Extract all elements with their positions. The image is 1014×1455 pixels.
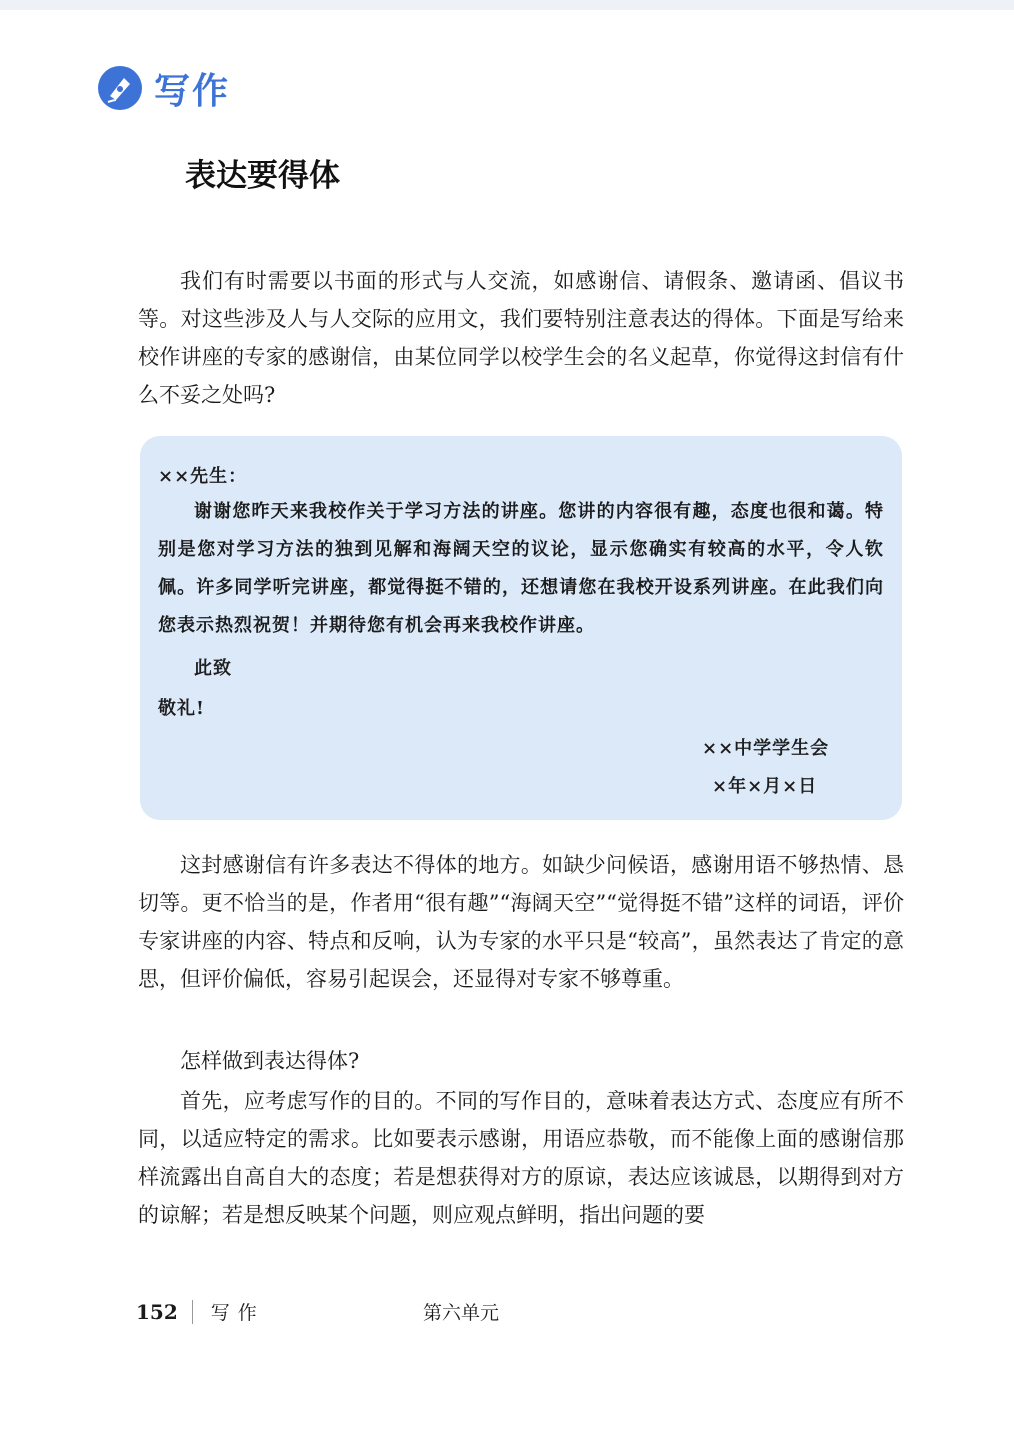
footer-divider [192, 1300, 193, 1324]
lesson-title: 表达要得体 [185, 158, 340, 194]
intro-paragraph: 我们有时需要以书面的形式与人交流，如感谢信、请假条、邀请函、倡议书等。对这些涉及人与人交际的应用文，我们要特别注意表达的得体。下面是写给来校作讲座的专家的感谢信，由某位同学以校学生会的名义起草，你觉得这封信有什么不妥之处吗? [138, 269, 904, 407]
letter-closing-line-1: 此致 [194, 658, 232, 679]
point-one-paragraph: 首先，应考虑写作的目的。不同的写作目的，意味着表达方式、态度应有所不同，以适应特定的需求。比如要表示感谢，用语应恭敬，而不能像上面的感谢信那样流露出自高自大的态度；若是想获得对方的原谅，表达应该诚恳，以期得到对方的谅解；若是想反映某个问题，则应观点鲜明，指出问题的要 [138, 1089, 904, 1227]
section-header [98, 64, 230, 112]
page-number: 152 [136, 1299, 178, 1324]
letter-date: ×年×月×日 [712, 776, 818, 797]
analysis-paragraph: 这封感谢信有许多表达不得体的地方。如缺少问候语，感谢用语不够热情、恳切等。更不恰当的是，作者用“很有趣”“海阔天空”“觉得挺不错”这样的词语，评价专家讲座的内容、特点和反响，认为专家的水平只是“较高”，虽然表达了肯定的意思，但评价偏低，容易引起误会，还显得对专家不够尊重。 [138, 853, 904, 991]
top-margin-bar [0, 0, 1014, 10]
question-paragraph: 怎样做到表达得体? [180, 1049, 360, 1073]
page-footer [136, 1298, 265, 1325]
letter-closing-line-2: 敬礼! [158, 698, 205, 719]
sample-letter-box [140, 436, 902, 820]
pen-nib-icon [98, 66, 142, 110]
footer-unit-label: 第六单元 [423, 1302, 500, 1324]
section-title: 写作 [154, 70, 231, 112]
footer-section-label: 写作 [210, 1302, 265, 1324]
letter-signature: ××中学学生会 [702, 738, 830, 759]
letter-salutation: ××先生： [158, 466, 248, 487]
letter-body: 谢谢您昨天来我校作关于学习方法的讲座。您讲的内容很有趣，态度也很和蔼。特别是您对学习方法的独到见解和海阔天空的议论，显示您确实有较高的水平，令人钦佩。许多同学听完讲座，都觉得挺不错的，还想请您在我校开设系列讲座。在此我们向您表示热烈祝贺！并期待您有机会再来我校作讲座。 [158, 501, 884, 636]
